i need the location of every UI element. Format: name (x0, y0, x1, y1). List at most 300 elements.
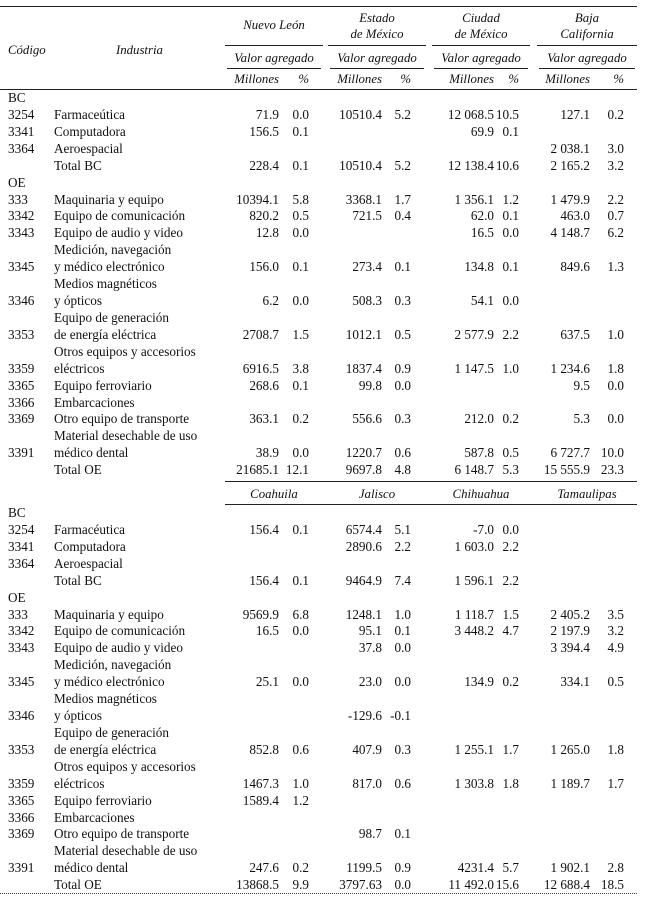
value-cell: 363.1 (249, 411, 279, 427)
value-cell: 463.0 (560, 208, 590, 224)
row-code: 3366 (8, 394, 35, 410)
percent-cell: 15.6 (495, 877, 519, 893)
industry-label: Aeroespacial (54, 140, 123, 156)
row-code: 3346 (8, 708, 35, 724)
valor-agregado-label: Valor agregado (547, 51, 627, 65)
state-header: de México (350, 27, 404, 41)
row-code: 3365 (8, 377, 35, 393)
value-cell: 268.6 (249, 377, 279, 393)
percent-cell: 3.5 (607, 606, 624, 622)
percent-cell: 0.1 (394, 826, 411, 842)
percent-cell: 0.1 (502, 123, 519, 139)
pct-label: % (298, 72, 309, 86)
industry-label: Computadora (54, 538, 126, 554)
value-cell: 3368.1 (345, 191, 382, 207)
percent-cell: 3.8 (292, 360, 309, 376)
row-code: 3343 (8, 640, 35, 656)
value-cell: 1589.4 (242, 792, 279, 808)
section-code: BC (8, 90, 26, 105)
industry-label: Material desechable de uso (54, 428, 198, 444)
percent-cell: 2.2 (502, 572, 519, 588)
percent-cell: 10.0 (600, 445, 624, 461)
value-cell: 21685.1 (236, 462, 279, 478)
percent-cell: 1.3 (607, 259, 624, 275)
rule-line (0, 89, 637, 90)
millones-label: Millones (449, 72, 494, 86)
row-code: 3366 (8, 809, 35, 825)
value-cell: 4231.4 (457, 860, 494, 876)
industry-label: médico dental (54, 860, 129, 876)
row-code: 3341 (8, 538, 35, 554)
total-label-text: Total (54, 157, 81, 173)
valor-agregado-label: Valor agregado (441, 51, 521, 65)
total-group-abbrev: BC (84, 157, 102, 173)
industry-label: Computadora (54, 123, 126, 139)
value-cell: 3797.63 (339, 877, 382, 893)
value-cell: 12.8 (255, 225, 279, 241)
percent-cell: 0.5 (394, 326, 411, 342)
value-cell: 16.5 (470, 225, 494, 241)
value-cell: 23.0 (358, 674, 382, 690)
value-cell: 9.5 (573, 377, 590, 393)
percent-cell: 0.0 (502, 293, 519, 309)
value-cell: 508.3 (352, 293, 382, 309)
percent-cell: 0.2 (292, 860, 309, 876)
value-cell: 69.9 (470, 123, 494, 139)
industry-label: Equipo de comunicación (54, 208, 186, 224)
industry-label: Medición, navegación (54, 242, 172, 258)
industry-label: y médico electrónico (54, 259, 165, 275)
percent-cell: 6.8 (292, 606, 309, 622)
total-label-text: Total (54, 572, 81, 588)
industry-label: Otro equipo de transporte (54, 411, 190, 427)
percent-cell: 1.5 (292, 326, 309, 342)
state-header: Estado (359, 11, 395, 25)
industry-label: Equipo ferroviario (54, 792, 152, 808)
row-code: 3353 (8, 741, 35, 757)
percent-cell: 5.1 (394, 521, 411, 537)
industry-label: eléctricos (54, 775, 105, 791)
percent-cell: 0.0 (292, 445, 309, 461)
industry-label: Equipo de generación (54, 724, 169, 740)
value-cell: 1837.4 (345, 360, 382, 376)
percent-cell: 2.8 (607, 860, 624, 876)
row-code: 3391 (8, 860, 35, 876)
value-cell: 156.5 (249, 123, 279, 139)
percent-cell: 0.1 (394, 623, 411, 639)
percent-cell: 0.0 (292, 674, 309, 690)
industry-label: Farmacéutica (54, 521, 126, 537)
value-cell: 334.1 (560, 674, 590, 690)
value-cell: 4 148.7 (550, 225, 590, 241)
percent-cell: 2.2 (394, 538, 411, 554)
percent-cell: 2.2 (502, 538, 519, 554)
value-cell: 6 148.7 (454, 462, 494, 478)
row-code: 3341 (8, 123, 35, 139)
value-cell: 6.2 (262, 293, 279, 309)
industry-label: de energía eléctrica (54, 326, 157, 342)
row-code: 3365 (8, 792, 35, 808)
percent-cell: 0.5 (292, 208, 309, 224)
value-cell: 587.8 (464, 445, 494, 461)
industry-label: médico dental (54, 445, 129, 461)
value-cell: 156.0 (249, 259, 279, 275)
millones-label: Millones (234, 72, 279, 86)
row-code: 3369 (8, 826, 35, 842)
rule-line (0, 893, 637, 894)
percent-cell: 5.2 (394, 157, 411, 173)
percent-cell: 0.6 (394, 775, 411, 791)
industry-label: y ópticos (54, 708, 102, 724)
value-cell: 1220.7 (345, 445, 382, 461)
state-header: Nuevo León (243, 18, 305, 32)
state-header: Chihuahua (452, 487, 510, 501)
value-cell: 38.9 (255, 445, 279, 461)
percent-cell: 0.0 (292, 106, 309, 122)
percent-cell: 0.3 (394, 741, 411, 757)
value-cell: 10394.1 (236, 191, 279, 207)
percent-cell: 0.0 (607, 377, 624, 393)
percent-cell: 12.1 (285, 462, 309, 478)
industry-label: Equipo de audio y video (54, 640, 183, 656)
industry-label: Otros equipos y accesorios (54, 343, 196, 359)
percent-cell: 0.5 (502, 445, 519, 461)
value-cell: 62.0 (470, 208, 494, 224)
value-cell: 12 138.4 (447, 157, 494, 173)
percent-cell: 18.5 (600, 877, 624, 893)
total-label-text: Total (54, 462, 81, 478)
percent-cell: 7.4 (394, 572, 411, 588)
rule-line (328, 45, 426, 46)
value-cell: 1 189.7 (550, 775, 590, 791)
percent-cell: 2.2 (607, 191, 624, 207)
section-code: OE (8, 589, 26, 605)
percent-cell: 0.1 (394, 259, 411, 275)
percent-cell: 0.2 (502, 411, 519, 427)
value-cell: 1467.3 (242, 775, 279, 791)
industry-label: Otros equipos y accesorios (54, 758, 196, 774)
value-cell: 2890.6 (345, 538, 382, 554)
percent-cell: 1.2 (292, 792, 309, 808)
industry-label: Material desechable de uso (54, 843, 198, 859)
row-code: 3364 (8, 140, 35, 156)
value-cell: 1 356.1 (454, 191, 494, 207)
value-cell: 212.0 (464, 411, 494, 427)
value-cell: 2708.7 (242, 326, 279, 342)
total-label (54, 158, 102, 174)
state-header: Coahuila (250, 487, 298, 501)
value-cell: 37.8 (358, 640, 382, 656)
industry-label: Equipo de generación (54, 309, 169, 325)
percent-cell: 0.0 (292, 225, 309, 241)
value-cell: 5.3 (573, 411, 590, 427)
value-cell: -7.0 (473, 521, 494, 537)
value-cell: 6574.4 (345, 521, 382, 537)
value-cell: 817.0 (352, 775, 382, 791)
total-label (54, 877, 102, 893)
total-group-abbrev: OE (84, 462, 102, 478)
percent-cell: 0.3 (394, 293, 411, 309)
row-code: 3359 (8, 360, 35, 376)
percent-cell: 1.0 (292, 775, 309, 791)
industry-label: y médico electrónico (54, 674, 165, 690)
percent-cell: 0.6 (292, 741, 309, 757)
percent-cell: 0.1 (502, 259, 519, 275)
percent-cell: 0.9 (394, 860, 411, 876)
state-header: de México (454, 27, 508, 41)
industry-label: Equipo de audio y video (54, 225, 183, 241)
value-cell: 820.2 (249, 208, 279, 224)
percent-cell: 5.8 (292, 191, 309, 207)
codigo-header: Código (8, 43, 46, 57)
row-code: 3254 (8, 106, 35, 122)
percent-cell: 3.0 (607, 140, 624, 156)
value-cell: 1199.5 (346, 860, 382, 876)
rule-line (537, 45, 637, 46)
industry-label: Maquinaria y equipo (54, 191, 164, 207)
percent-cell: 10.6 (495, 157, 519, 173)
industry-label: Medios magnéticos (54, 691, 157, 707)
total-group-abbrev: OE (84, 877, 102, 893)
value-cell: 1 265.0 (550, 741, 590, 757)
percent-cell: 0.0 (502, 521, 519, 537)
percent-cell: 6.2 (607, 225, 624, 241)
value-cell: 134.9 (464, 674, 494, 690)
percent-cell: 0.0 (394, 877, 411, 893)
industry-label: Equipo de comunicación (54, 623, 186, 639)
value-cell: 3 394.4 (550, 640, 590, 656)
value-cell: 10510.4 (339, 157, 382, 173)
rule-line (432, 45, 530, 46)
total-label (54, 462, 102, 478)
value-cell: 99.8 (358, 377, 382, 393)
percent-cell: 0.5 (607, 674, 624, 690)
industry-label: Maquinaria y equipo (54, 606, 164, 622)
value-cell: 156.4 (249, 521, 279, 537)
percent-cell: 9.9 (292, 877, 309, 893)
percent-cell: 1.2 (502, 191, 519, 207)
percent-cell: 4.9 (607, 640, 624, 656)
value-cell: 2 038.1 (550, 140, 590, 156)
pct-label: % (508, 72, 519, 86)
pct-label: % (400, 72, 411, 86)
rule-line (330, 68, 424, 69)
row-code: 333 (8, 606, 28, 622)
value-cell: 134.8 (464, 259, 494, 275)
value-cell: 9464.9 (345, 572, 382, 588)
percent-cell: 3.2 (607, 623, 624, 639)
value-cell: 15 555.9 (543, 462, 590, 478)
industry-label: eléctricos (54, 360, 105, 376)
percent-cell: 1.8 (502, 775, 519, 791)
percent-cell: 1.8 (607, 741, 624, 757)
industry-label: Equipo ferroviario (54, 377, 152, 393)
value-cell: 1 303.8 (454, 775, 494, 791)
industry-label: y ópticos (54, 293, 102, 309)
value-cell: 2 197.9 (550, 623, 590, 639)
industry-label: Embarcaciones (54, 394, 135, 410)
percent-cell: 5.2 (394, 106, 411, 122)
percent-cell: 3.2 (607, 157, 624, 173)
row-code: 333 (8, 191, 28, 207)
rule-line (539, 68, 635, 69)
value-cell: 95.1 (358, 623, 382, 639)
percent-cell: 0.1 (292, 572, 309, 588)
millones-label: Millones (545, 72, 590, 86)
total-label (54, 573, 102, 589)
row-code: 3359 (8, 775, 35, 791)
percent-cell: 1.0 (394, 606, 411, 622)
percent-cell: 0.0 (607, 411, 624, 427)
state-header: Jalisco (358, 487, 396, 501)
industry-label: de energía eléctrica (54, 741, 157, 757)
row-code: 3364 (8, 555, 35, 571)
industry-label: Medición, navegación (54, 657, 172, 673)
value-cell: 273.4 (352, 259, 382, 275)
value-cell: 247.6 (249, 860, 279, 876)
percent-cell: 0.1 (292, 123, 309, 139)
industry-label: Aeroespacial (54, 555, 123, 571)
value-cell: 3 448.2 (454, 623, 494, 639)
value-cell: 637.5 (560, 326, 590, 342)
value-cell: 1 234.6 (550, 360, 590, 376)
section-code: OE (8, 174, 26, 190)
percent-cell: 0.1 (502, 208, 519, 224)
percent-cell: 0.4 (394, 208, 411, 224)
percent-cell: 1.0 (607, 326, 624, 342)
row-code: 3345 (8, 674, 35, 690)
value-cell: 1 118.7 (454, 606, 494, 622)
percent-cell: 0.1 (292, 157, 309, 173)
rule-line (227, 68, 321, 69)
value-cell: 2 165.2 (550, 157, 590, 173)
percent-cell: 0.0 (394, 640, 411, 656)
percent-cell: 0.0 (394, 377, 411, 393)
valor-agregado-label: Valor agregado (234, 51, 314, 65)
value-cell: 16.5 (255, 623, 279, 639)
value-cell: 127.1 (560, 106, 590, 122)
value-cell: 12 688.4 (543, 877, 590, 893)
percent-cell: 0.0 (502, 225, 519, 241)
total-group-abbrev: BC (84, 572, 102, 588)
percent-cell: 23.3 (600, 462, 624, 478)
industry-label: Otro equipo de transporte (54, 826, 190, 842)
value-cell: 6916.5 (242, 360, 279, 376)
percent-cell: 0.1 (292, 377, 309, 393)
value-cell: -129.6 (347, 708, 382, 724)
value-cell: 98.7 (358, 826, 382, 842)
value-cell: 12 068.5 (447, 106, 494, 122)
rule-line (225, 504, 637, 505)
value-cell: 407.9 (352, 741, 382, 757)
value-cell: 9697.8 (345, 462, 382, 478)
percent-cell: 0.3 (394, 411, 411, 427)
percent-cell: 1.7 (502, 741, 519, 757)
value-cell: 228.4 (249, 157, 279, 173)
industry-label: Embarcaciones (54, 809, 135, 825)
value-cell: 6 727.7 (550, 445, 590, 461)
industry-label: Farmaceútica (54, 106, 126, 122)
value-cell: 721.5 (352, 208, 382, 224)
percent-cell: 0.6 (394, 445, 411, 461)
rule-line (225, 45, 323, 46)
percent-cell: 0.1 (292, 521, 309, 537)
percent-cell: 0.7 (607, 208, 624, 224)
value-cell: 11 492.0 (448, 877, 494, 893)
value-cell: 1 902.1 (550, 860, 590, 876)
state-header: Ciudad (462, 11, 500, 25)
percent-cell: 1.7 (394, 191, 411, 207)
row-code: 3345 (8, 259, 35, 275)
value-cell: 1 147.5 (454, 360, 494, 376)
value-cell: 1 479.9 (550, 191, 590, 207)
percent-cell: 1.8 (607, 360, 624, 376)
pct-label: % (613, 72, 624, 86)
row-code: 3353 (8, 326, 35, 342)
value-cell: 13868.5 (236, 877, 279, 893)
percent-cell: 0.2 (502, 674, 519, 690)
value-cell: 2 405.2 (550, 606, 590, 622)
percent-cell: 4.8 (394, 462, 411, 478)
millones-label: Millones (337, 72, 382, 86)
value-cell: 849.6 (560, 259, 590, 275)
value-cell: 10510.4 (339, 106, 382, 122)
rule-line (434, 68, 528, 69)
row-code: 3369 (8, 411, 35, 427)
percent-cell: 2.2 (502, 326, 519, 342)
valor-agregado-label: Valor agregado (337, 51, 417, 65)
value-cell: 556.6 (352, 411, 382, 427)
value-cell: 2 577.9 (454, 326, 494, 342)
percent-cell: 1.7 (607, 775, 624, 791)
percent-cell: 0.0 (292, 623, 309, 639)
percent-cell: 5.3 (502, 462, 519, 478)
value-cell: 1012.1 (345, 326, 382, 342)
industry-label: Medios magnéticos (54, 276, 157, 292)
value-cell: 156.4 (249, 572, 279, 588)
percent-cell: 10.5 (495, 106, 519, 122)
percent-cell: 0.0 (394, 674, 411, 690)
row-code: 3391 (8, 445, 35, 461)
percent-cell: 0.1 (292, 259, 309, 275)
industria-header: Industria (116, 43, 163, 57)
percent-cell: 1.0 (502, 360, 519, 376)
row-code: 3342 (8, 623, 35, 639)
value-cell: 1 255.1 (454, 741, 494, 757)
percent-cell: -0.1 (390, 708, 411, 724)
value-cell: 852.8 (249, 741, 279, 757)
value-cell: 9569.9 (242, 606, 279, 622)
row-code: 3343 (8, 225, 35, 241)
percent-cell: 4.7 (502, 623, 519, 639)
percent-cell: 0.0 (292, 293, 309, 309)
percent-cell: 0.2 (292, 411, 309, 427)
row-code: 3346 (8, 293, 35, 309)
section-code: BC (8, 505, 26, 520)
state-header: California (560, 27, 614, 41)
percent-cell: 5.7 (502, 860, 519, 876)
total-label-text: Total (54, 877, 81, 893)
value-cell: 1 596.1 (454, 572, 494, 588)
percent-cell: 0.9 (394, 360, 411, 376)
value-cell: 25.1 (255, 674, 279, 690)
value-cell: 54.1 (470, 293, 494, 309)
value-cell: 1 603.0 (454, 538, 494, 554)
value-cell: 1248.1 (345, 606, 382, 622)
state-header: Tamaulipas (557, 487, 617, 501)
rule-line (0, 6, 637, 7)
state-header: Baja (574, 11, 600, 25)
